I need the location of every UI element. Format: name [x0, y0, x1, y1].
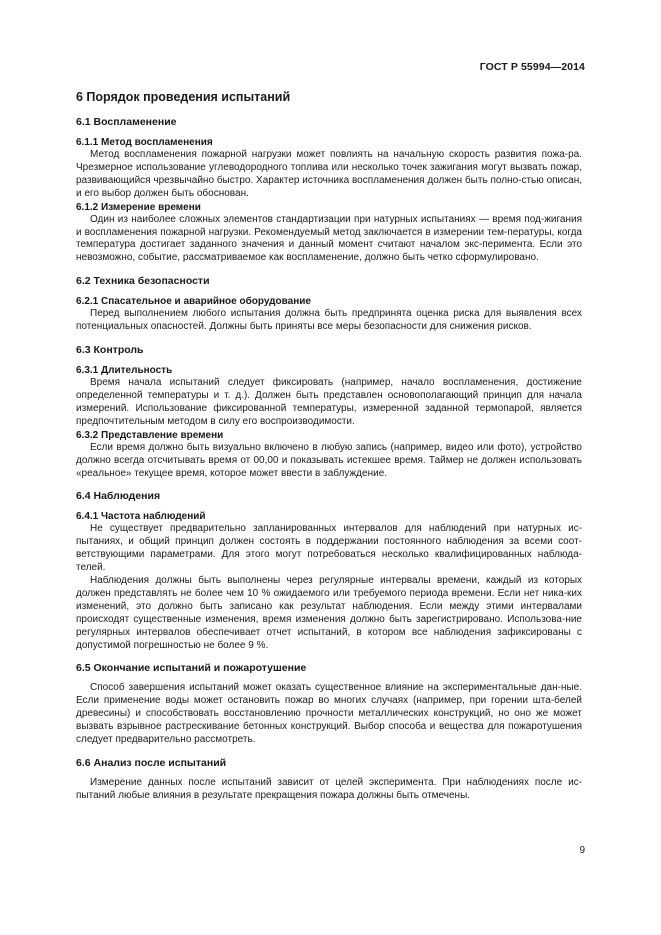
section-6-1-title: 6.1 Воспламенение: [76, 116, 177, 128]
paragraph-6-4-1-a: Не существует предварительно запланированных интервалов для наблюдений при натурных ис-пытаниях, и общий принцип должен состоять в поддержании постоянного наблюдения за всеми соот-ветствующими параметрами. Для этого могут потребоваться несколько квалифицированных наблюда-телей.: [76, 523, 582, 574]
paragraph-6-4-1-b: Наблюдения должны быть выполнены через регулярные интервалы времени, каждый из которых должен представлять не более чем 10 % ожидаемого или требуемого периода времени. Если нет ника-ких изменений, это должно быть записано как результат наблюдения. Если между этими интервалами происходят существенные изменения, время изменения должно быть зарегистрировано. Использова-ние регулярных интервалов обеспечивает отчет испытаний, в котором все наблюдения зафиксированы с допустимой погрешностью не более 9 %.: [76, 575, 582, 651]
section-6-5-title: 6.5 Окончание испытаний и пожаротушение: [76, 662, 307, 675]
section-6-6-title: 6.6 Анализ после испытаний: [76, 757, 227, 769]
paragraph-6-6: Измерение данных после испытаний зависит от целей эксперимента. При наблюдениях после ис-пытаний любые влияния в результате прекращения пожара должны быть отмечены.: [76, 777, 582, 801]
section-6-1-2-title: 6.1.2 Измерение времени: [76, 201, 201, 213]
page-number: 9: [579, 845, 585, 856]
paragraph-6-3-2: Если время должно быть визуально включено в любую запись (например, видео или фото), устройство должно всегда отсчитывать время от 00,00 и показывать истекшее время. Таймер не должен использовать «реальное» текущее время, которое может ввести в заблуждение.: [76, 441, 582, 479]
paragraph-6-1-2: Один из наиболее сложных элементов стандартизации при натурных испытаниях — время под-жигания и воспламенения пожарной нагрузки. Рекомендуемый метод заключается в измерении тем-пературы, когда температура достигает заданного значения и данный момент считают началом экс-перимента. Если это невозможно, событие, рассматриваемое как воспламенение, должно быть четко сформулировано.: [76, 213, 582, 264]
paragraph-6-2-1: Перед выполнением любого испытания должна быть предпринята оценка риска для выявления всех потенциальных опасностей. Должны быть приняты все меры безопасности для снижения рисков.: [76, 308, 582, 333]
paragraph-6-3-1: Время начала испытаний следует фиксировать (например, начало воспламенения, достижение определенной температуры и т. д.). Должен быть представлен основополагающий принцип для начала измерений. Использование фиксированной температуры, измеренной заданной термопарой, является предпочтительным методом в силу его воспроизводимости.: [76, 377, 582, 427]
section-6-2-1-title: 6.2.1 Спасательное и аварийное оборудование: [76, 296, 311, 308]
section-6-2-title: 6.2 Техника безопасности: [76, 275, 210, 288]
section-6-3-title: 6.3 Контроль: [76, 344, 144, 357]
paragraph-6-1-1: Метод воспламенения пожарной нагрузки может повлиять на начальную скорость развития пожа-ра. Чрезмерное использование углеводородного топлива или несколько точек зажигания могут вызвать пожар, развивающийся чрезвычайно быстро. Характер источника воспламенения должен быть полно-стью описан, и его выбор должен быть обоснован.: [76, 149, 582, 199]
section-6-3-1-title: 6.3.1 Длительность: [76, 365, 173, 377]
section-6-1-1-title: 6.1.1 Метод воспламенения: [76, 137, 213, 148]
page-content: [76, 90, 582, 803]
paragraph-6-5: Способ завершения испытаний может оказать существенное влияние на экспериментальные дан-ные. Если применение воды может остановить пожар во многих случаях (например, при горении шта-белей древесины) и способствовать восстановлению прочности металлических конструкций, но оно же может вызвать взрывное растрескивание бетонных конструкций. Выбор способа и вещества для пожаротушения следует предварительно рассмотреть.: [76, 682, 582, 746]
standard-code: ГОСТ Р 55994—2014: [479, 61, 585, 73]
section-6-title: 6 Порядок проведения испытаний: [76, 90, 291, 104]
section-6-3-2-title: 6.3.2 Представление времени: [76, 429, 224, 441]
section-6-4-title: 6.4 Наблюдения: [76, 490, 161, 503]
section-6-4-1-title: 6.4.1 Частота наблюдений: [76, 511, 206, 523]
